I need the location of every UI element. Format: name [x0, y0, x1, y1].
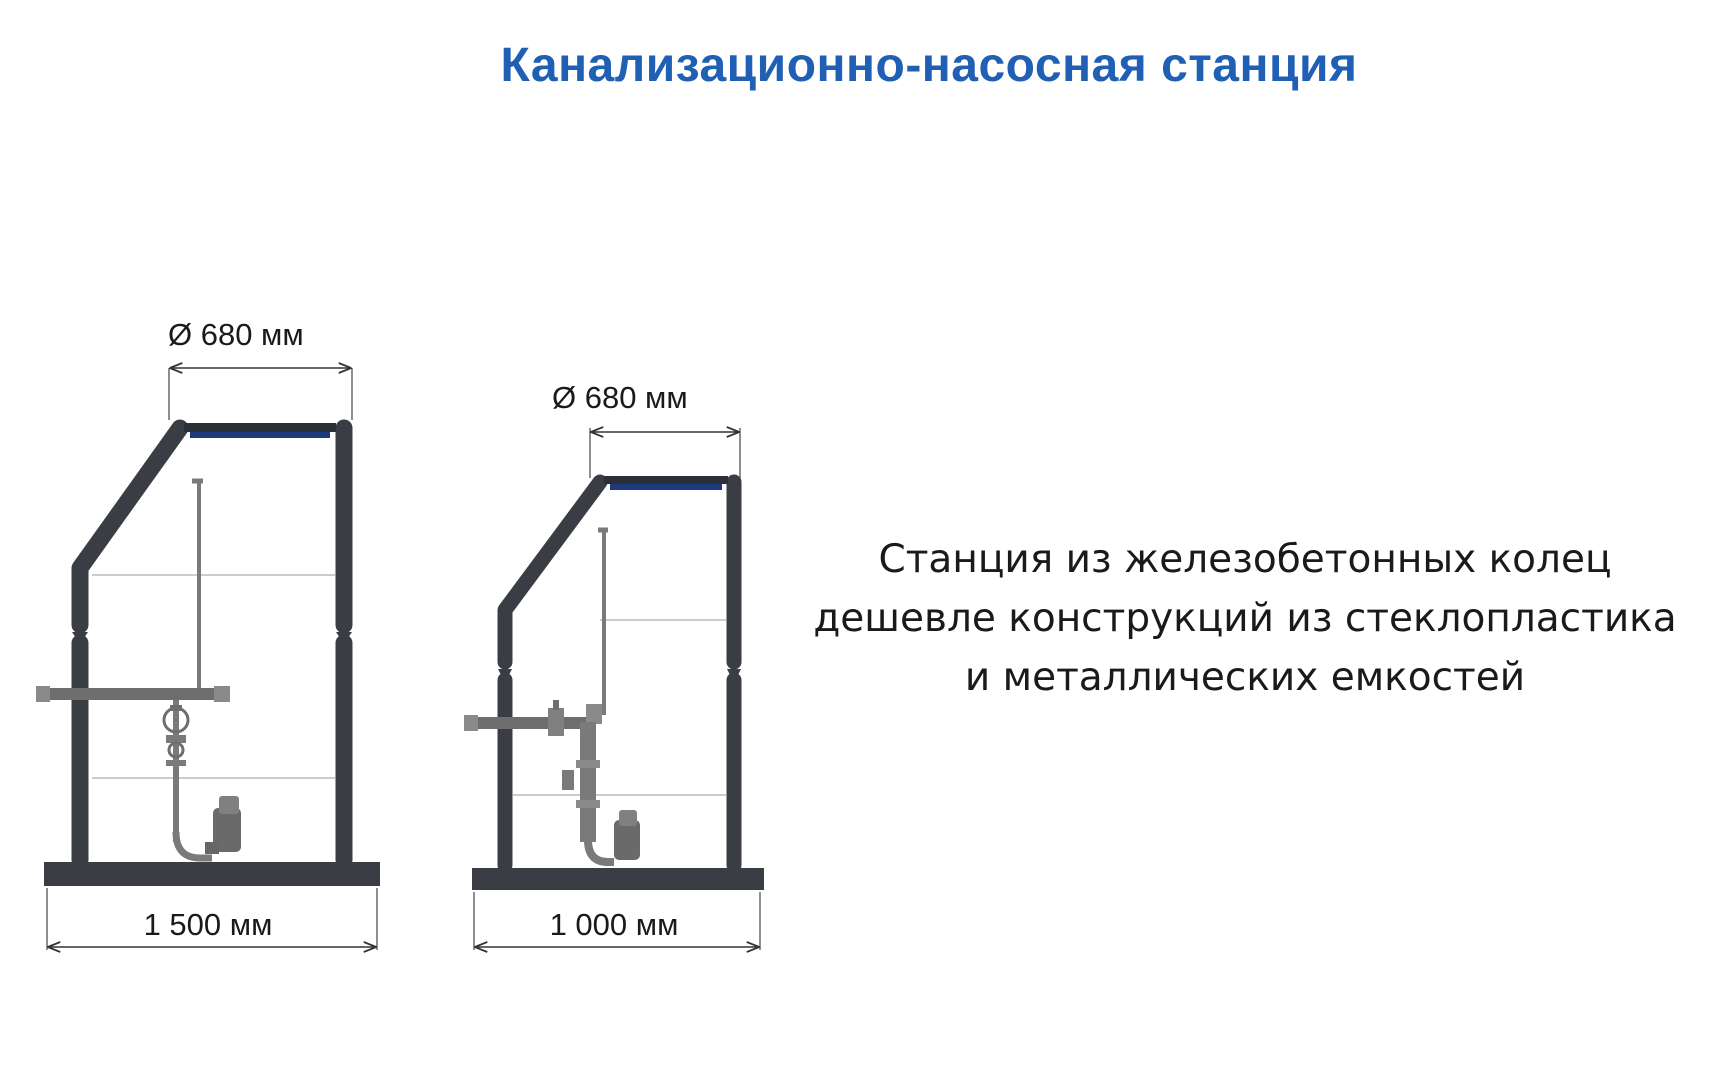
width-label-large: 1 500 мм [143, 907, 273, 942]
station-large [36, 317, 380, 950]
pump-assembly-large [36, 481, 241, 858]
ring-joint-right-small [727, 669, 741, 675]
base-slab-large [44, 862, 380, 886]
ring-joint-left-small [498, 669, 512, 675]
pump-assembly-small [464, 530, 640, 862]
station-small [464, 380, 764, 950]
diameter-dimension-small [552, 380, 740, 478]
page-title: Канализационно-насосная станция [500, 39, 1358, 92]
well-walls-small [505, 482, 734, 865]
diameter-label-small: Ø 680 мм [552, 380, 688, 415]
well-walls-large [80, 428, 344, 860]
diameter-dimension-large [168, 317, 352, 420]
hatch-small [604, 476, 728, 490]
width-label-small: 1 000 мм [549, 907, 679, 942]
diameter-label-large: Ø 680 мм [168, 317, 304, 352]
hatch-large [184, 423, 336, 438]
description-text [805, 530, 1685, 707]
description-line-1: Станция из железобетонных колец [878, 537, 1612, 582]
width-dimension-large [47, 888, 377, 950]
width-dimension-small [474, 892, 760, 950]
description-line-3: и металлических емкостей [964, 655, 1526, 700]
base-slab-small [472, 868, 764, 890]
description-line-2: дешевле конструкций из стеклопластика [813, 596, 1677, 641]
